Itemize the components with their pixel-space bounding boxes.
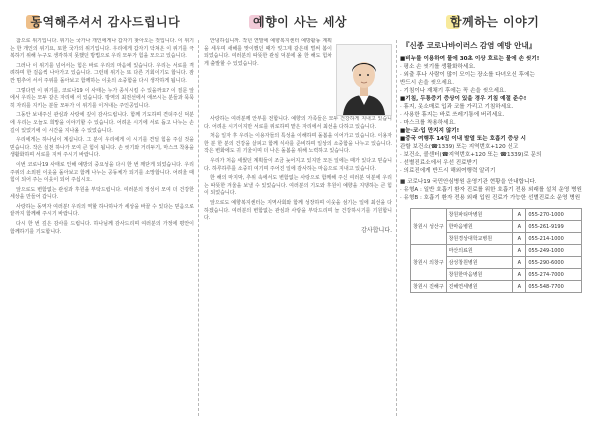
thanks-column	[10, 38, 194, 418]
tip-line: · 기침이나 재채기 후에는 꼭 손을 씻으세요.	[400, 88, 507, 94]
header-cell-thanks	[8, 8, 203, 34]
tip-line: · 선별진료소에서 우선 진료받기	[400, 160, 478, 166]
thanks-paragraph: 그렇다면 이 위기를, 코로나19 이 사태는 누가 종식시킬 수 있을까요? 이 질문 앞에서 우리는 모두 같은 자리에 서 있습니다. 방역의 최전선에서 애쓰시는 분들과 묵묵히 자리를 지키는 분들 모두가 이 위기를 이겨내는 주인공입니다.	[10, 87, 194, 109]
tip-line: · 보건소, 콜센터(☎지역번호+120 또는 ☎1339)로 문의	[400, 152, 542, 158]
tip-line: · 사용한 휴지는 바로 쓰레기통에 버리세요.	[400, 112, 505, 118]
notice-title: 『신종 코로나바이러스 감염 예방 안내』	[402, 41, 537, 50]
story-title: 함께하는 이야기	[450, 13, 539, 30]
hospital-type-cell: A	[513, 233, 526, 245]
thanks-paragraph: 앞으로도 변함없는 관심과 후원을 부탁드립니다. 여러분의 정성이 모여 더 건강한 세상을 만들어 갑니다.	[10, 186, 194, 201]
thanks-paragraph: 참으로 위기입니다. 위기는 국가나 개인에게나 갑자기 찾아오는 것입니다. 이 위기는 한 개인의 위기요, 또한 국가의 위기입니다. 우리에게 갑자기 닥쳐온 이 위기를 극복하기 위해 누구도 생각하지 못했던 방법으로 우리 모두가 힘을 모으고 있습니다.	[10, 38, 194, 60]
prevention-tips	[400, 55, 590, 175]
thanks-paragraph: 이번 코로나19 사태로 인해 예방의 중요성을 다시 한 번 깨닫게 되었습니다. 우리 주위의 소외된 이웃을 돌아보고 함께 나누는 공동체가 되기를 소망합니다. 어려울 때 힘이 되어 주는 이웃이 되어 주십시오.	[10, 161, 194, 184]
header-cell-story	[397, 8, 592, 34]
column-divider	[396, 40, 397, 416]
hospital-name-cell: 삼성창원병원	[446, 257, 513, 269]
hospital-type-cell: A	[513, 281, 526, 293]
tip-line: ■비누를 이용하여 물에 30초 이상 흐르는 물에 손 씻기!	[400, 56, 540, 62]
tip-line: · 외출 후나 사람이 많이 모이는 장소를 다녀오신 후에는	[400, 72, 535, 78]
hospital-type-cell: A	[513, 269, 526, 281]
world-paragraph: 처음 일자 후 우리는 이용자들의 특성을 이해하며 돌봄을 이어가고 있습니다. 이용자 한 분 한 분의 건강을 살피고 함께 식사를 준비하며 일상의 소중함을 나누고 있습니다. 작은 변화에도 귀 기울이며 더 나은 돌봄을 위해 노력하고 있습니다.	[204, 133, 392, 155]
hospital-phone-cell: 055-261-9199	[526, 221, 582, 233]
column-divider	[198, 40, 199, 416]
hospital-name-cell: 한마음병원	[446, 221, 513, 233]
tip-line: · 평소 손 씻기를 생활화하세요.	[400, 64, 476, 70]
region-cell: 창원시 성산구	[411, 209, 447, 245]
region-cell: 창원시 의창구	[411, 245, 447, 281]
tip-line: ■기침, 두통증기 증상이 있을 경우 기침 예절 준수!	[400, 96, 527, 102]
hospital-phone-cell: 055-214-1000	[526, 233, 582, 245]
hospital-name-cell: 진해연세병원	[446, 281, 513, 293]
closing-signature: 감사합니다.	[361, 226, 392, 234]
hospital-type-cell: A	[513, 221, 526, 233]
hospital-phone-cell: 055-270-1000	[526, 209, 582, 221]
notice-line: · 유형A : 일반 호흡기 환자 진료를 위한 호흡기 전용 외래를 설치 운영 병원	[400, 187, 582, 193]
tip-line: ■눈·코·입 만지지 않기!	[400, 128, 460, 134]
hospital-type-cell: A	[513, 209, 526, 221]
tip-line: 관할 보건소(☎1339) 또는 지역번호+120 신고	[400, 144, 519, 150]
hospital-name-cell: 창원한마음병원	[446, 269, 513, 281]
world-title: 예향이 사는 세상	[253, 13, 347, 30]
thanks-paragraph: 우리에게는 하나님이 계십니다. 그 분이 우리에게 이 시기를 견딜 힘을 주실 것을 믿습니다. 작은 실천 하나가 모여 큰 힘이 됩니다. 손 씻기와 거리두기, 마스크 착용을 생활화하며 서로를 지켜 주시기 바랍니다.	[10, 137, 194, 159]
tip-line: · 마스크를 착용하세요.	[400, 120, 456, 126]
staff-portrait-photo	[336, 44, 392, 116]
thanks-paragraph: 그동안 보내주신 관심과 사랑에 깊이 감사드립니다. 함께 기도하며 견뎌주신 덕분에 우리는 오늘도 희망을 이야기할 수 있습니다. 어려운 시기에 서로 돕고 나누는 손길이 있었기에 이 시간을 지나올 수 있었습니다.	[10, 112, 194, 134]
tip-line: · 휴지, 옷소매로 입과 코를 가리고 기침하세요.	[400, 104, 514, 110]
world-paragraph: 앞으로도 예향복지센터는 지역사회와 함께 성장하며 이웃을 섬기는 일에 최선을 다하겠습니다. 여러분의 변함없는 관심과 사랑을 부탁드리며 늘 건강하시기를 기원합니다.	[204, 199, 392, 222]
thanks-title: 동역해주셔서 감사드립니다	[30, 13, 180, 30]
table-row	[411, 209, 582, 221]
story-column	[400, 38, 590, 418]
hospital-name-cell: 창원파티마병원	[446, 209, 513, 221]
table-row	[411, 245, 582, 257]
hospital-phone-cell: 055-290-6000	[526, 257, 582, 269]
hospital-notice	[400, 178, 590, 202]
region-cell: 창원시 진해구	[411, 281, 447, 293]
notice-line: ■ 코로나19 국민안심병원 운영기관 현황을 안내합니다.	[400, 179, 537, 185]
tip-line: · 의료진에게 반드시 해외여행력 알리기	[400, 168, 496, 174]
hospital-name-cell: 창원경상대학교병원	[446, 233, 513, 245]
hospital-phone-cell: 055-548-7700	[526, 281, 582, 293]
world-paragraph: 한 해의 마지막, 추위 속에서도 변함없는 사랑으로 함께해 주신 여러분 덕분에 우리는 따뜻한 겨울을 보낼 수 있었습니다. 여러분의 기도와 후원이 예향을 지탱하는 큰 힘이 되었습니다.	[204, 175, 392, 197]
hospital-name-cell: 마산의료원	[446, 245, 513, 257]
section-headers	[8, 8, 592, 34]
portrait-illustration	[337, 45, 391, 115]
notice-line: · 유형B : 호흡기 환자 전용 외래 입원 진료가 가능한 선별진료소 운영 병원	[400, 195, 581, 201]
hospital-contact-table	[410, 208, 582, 293]
thanks-paragraph: 다시 한 번 깊은 감사를 드립니다. 하나님께 감사드리며 여러분의 가정에 평안이 함께하기를 기도합니다.	[10, 221, 194, 235]
table-row	[411, 281, 582, 293]
header-cell-world	[203, 8, 398, 34]
thanks-paragraph: 그러나 이 위기를 넘어서는 힘은 바로 우리의 마음에 있습니다. 우리는 서로를 격려하며 한 걸음씩 나아가고 있습니다. 그런데 위기는 또 다른 기회이기도 합니다. 잠깐 멈추어 서서 주위를 돌아보고 함께하는 이웃의 소중함을 다시 생각하게 됩니다.	[10, 62, 194, 84]
thanks-paragraph: 사랑하는 동역자 여러분! 우리의 역할 하나하나가 세상을 바꿀 수 있다는 믿음으로 끝까지 함께해 주시기 바랍니다.	[10, 203, 194, 218]
hospital-type-cell: A	[513, 245, 526, 257]
greeting-text: 안녕하십니까. 작년 연말에 예향복지센터 예방활동 계획을 세우며 새해를 맞이했던 때가 엊그제 같은데 벌써 봄이 되었습니다. 여러분의 따뜻한 관심 덕분에 올 한 해도 힘차게 출발할 수 있었습니다.	[204, 38, 332, 67]
world-column	[204, 38, 392, 418]
tip-line: ■중국 여행후 14일 이내 발열 또는 호흡기 증상 시	[400, 136, 526, 142]
greeting-row	[204, 38, 392, 116]
world-paragraph: 우리가 처음 세웠던 계획들이 조금 늦어지고 있지만 모든 일에는 때가 있다고 믿습니다. 하루하루를 소중히 여기며 주어진 일에 감사하는 마음으로 지내고 있습니다.	[204, 157, 392, 172]
hospital-type-cell: A	[513, 257, 526, 269]
hospital-phone-cell: 055-249-1000	[526, 245, 582, 257]
hospital-phone-cell: 055-274-7000	[526, 269, 582, 281]
tip-line: 반드시 손을 씻으세요.	[400, 80, 454, 86]
world-paragraph: 사랑하는 여러분께 안부를 전합니다. 예향의 가족들은 모두 건강하게 지내고 있습니다. 어려운 시기이지만 서로를 위로하며 맡은 자리에서 최선을 다하고 있습니다.	[204, 116, 392, 130]
